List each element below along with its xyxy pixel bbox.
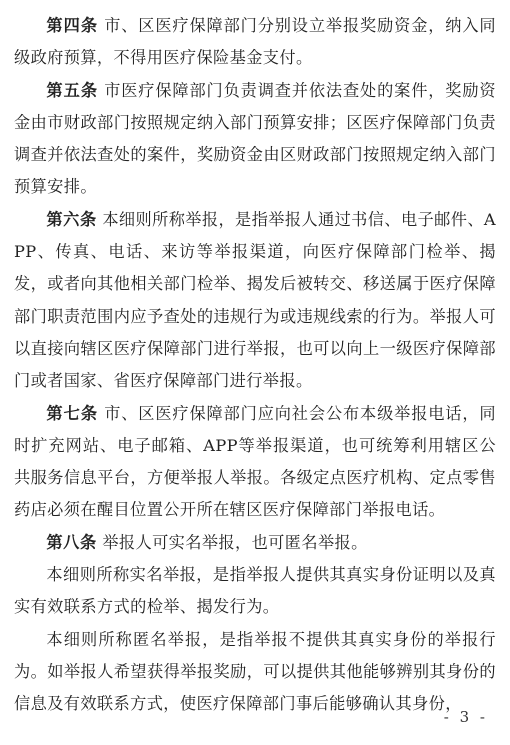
article-heading: 第六条 [46, 209, 97, 229]
paragraph-real-name-report [14, 559, 496, 624]
article-text: 市、区医疗保障部门分别设立举报奖励资金，纳入同级政府预算，不得用医疗保险基金支付。 [14, 16, 496, 68]
document-body [14, 10, 496, 721]
article-heading: 第四条 [46, 16, 99, 35]
paragraph-article-5 [14, 75, 496, 204]
paragraph-article-4 [14, 10, 496, 75]
article-heading: 第七条 [46, 403, 99, 423]
article-text: 市医疗保障部门负责调查并依法查处的案件，奖励资金由市财政部门按照规定纳入部门预算安排；区医疗保障部门负责调查并依法查处的案件，奖励资金由区财政部门按照规定纳入部门预算安排。 [14, 80, 496, 197]
paragraph-text: 本细则所称实名举报，是指举报人提供其真实身份证明以及真实有效联系方式的检举、揭发行为。 [14, 565, 496, 617]
article-heading: 第八条 [46, 532, 97, 552]
paragraph-anonymous-report [14, 624, 496, 721]
article-text: 举报人可实名举报，也可匿名举报。 [102, 532, 368, 552]
article-text: 本细则所称举报，是指举报人通过书信、电子邮件、APP、传真、电话、来访等举报渠道，向医疗保障部门检举、揭发，或者向其他相关部门检举、揭发后被转交、移送属于医疗保障部门职责范围内应予查处的违规行为或违规线索的行为。举报人可以直接向辖区医疗保障部门进行举报，也可以向上一级医疗保障部门或者国家、省医疗保障部门进行举报。 [14, 209, 496, 391]
paragraph-article-6 [14, 204, 496, 398]
paragraph-article-8 [14, 527, 496, 559]
paragraph-text: 本细则所称匿名举报，是指举报不提供其真实身份的举报行为。如举报人希望获得举报奖励，可以提供其他能够辨别其身份的信息及有效联系方式，使医疗保障部门事后能够确认其身份， [14, 629, 496, 714]
article-heading: 第五条 [46, 80, 99, 100]
article-text: 市、区医疗保障部门应向社会公布本级举报电话，同时扩充网站、电子邮箱、APP等举报渠道，也可统筹利用辖区公共服务信息平台，方便举报人举报。各级定点医疗机构、定点零售药店必须在醒目位置公开所在辖区医疗保障部门举报电话。 [14, 403, 496, 520]
paragraph-article-7 [14, 398, 496, 527]
page-number: - 3 - [443, 708, 488, 726]
